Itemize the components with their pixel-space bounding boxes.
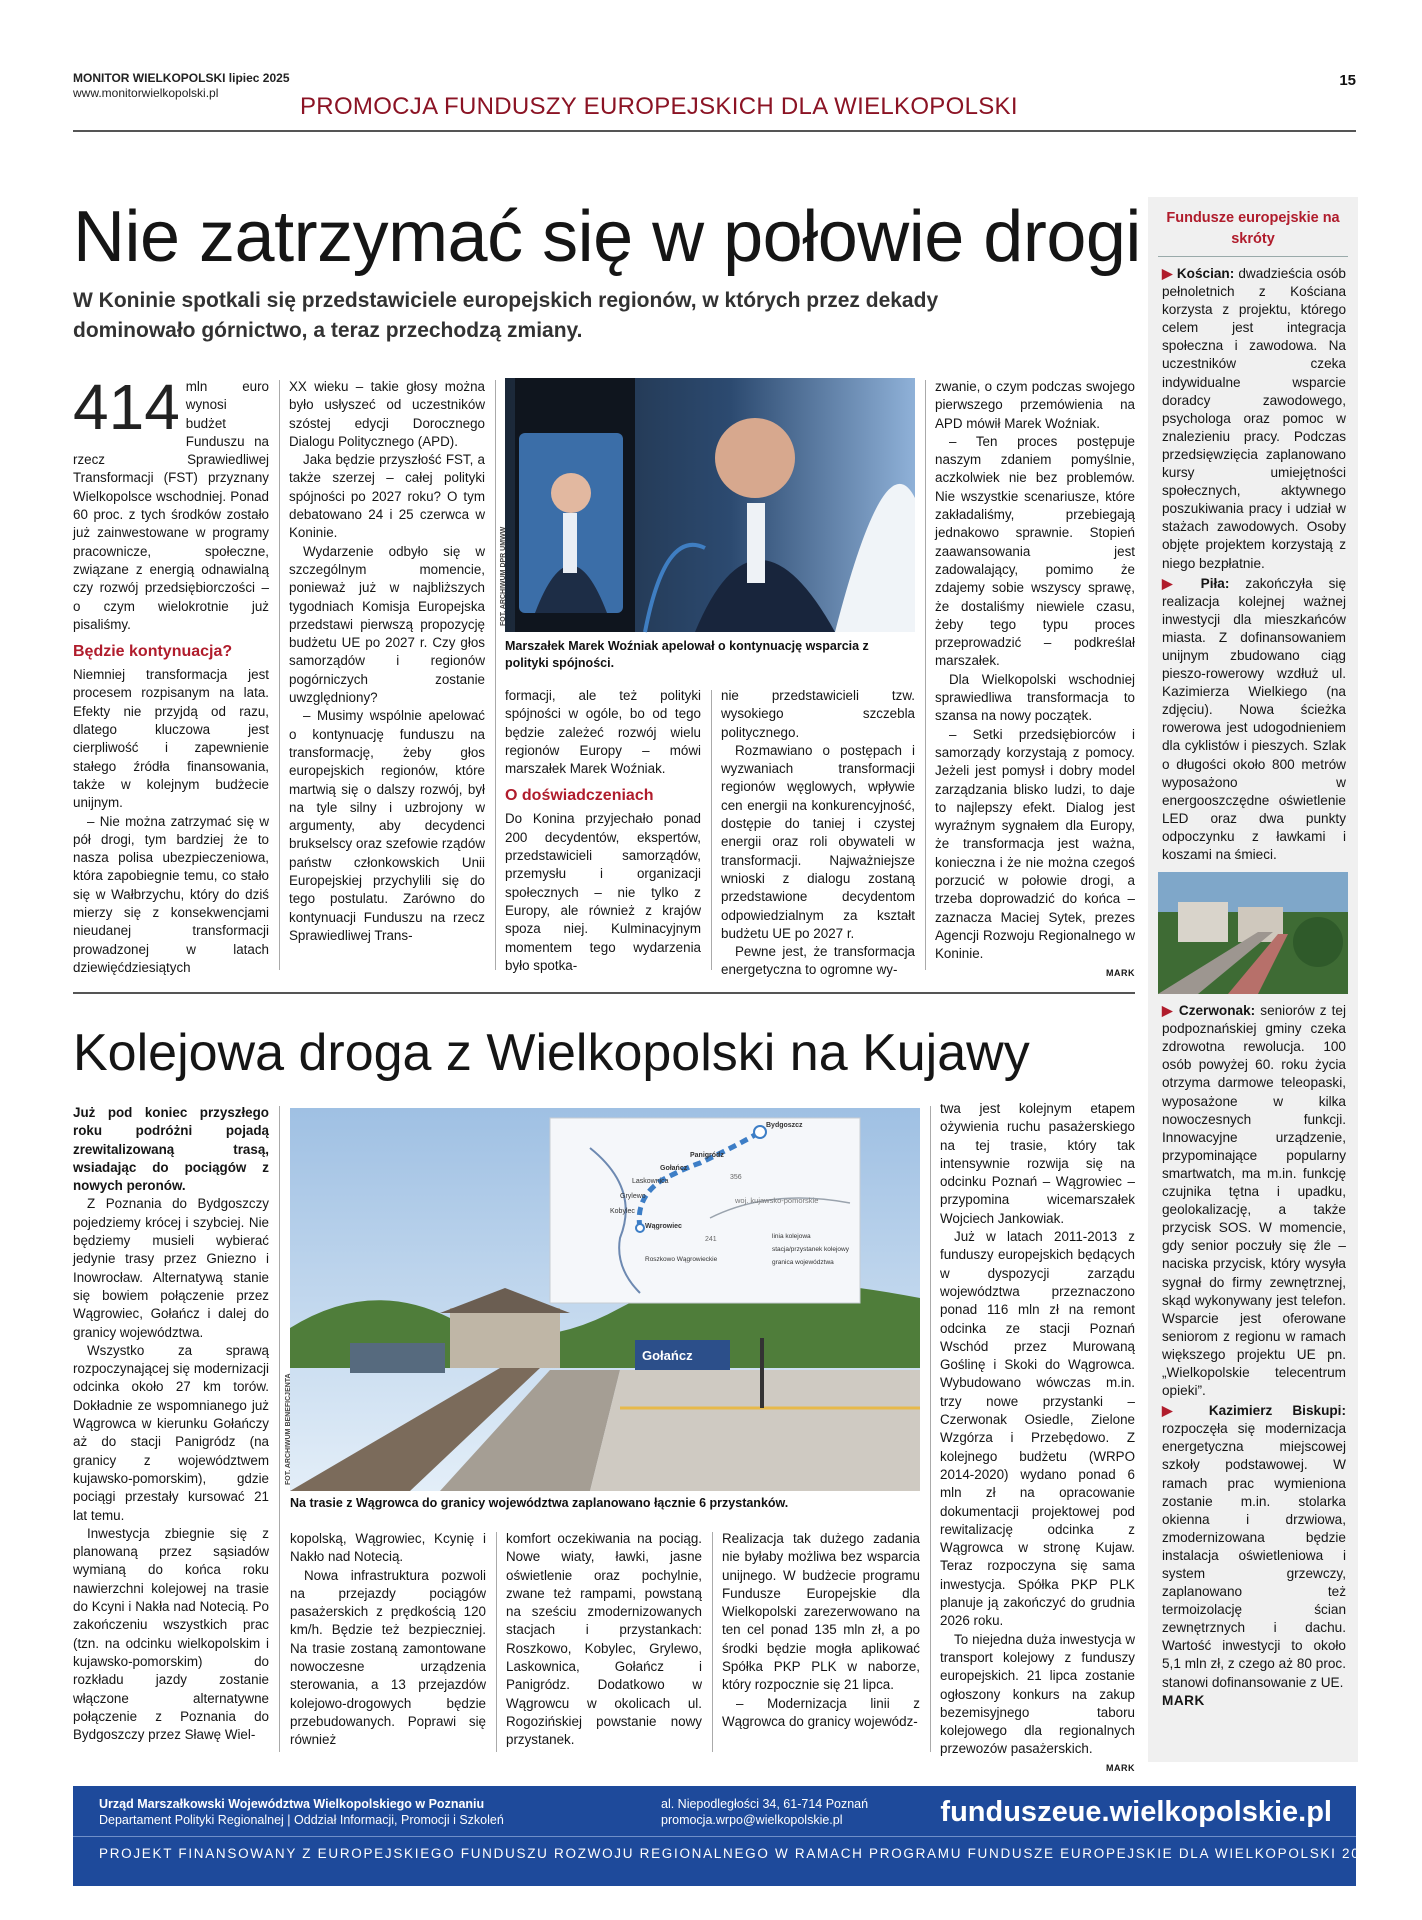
column-divider [712, 1532, 713, 1752]
arrow-icon: ▶ [1162, 1403, 1189, 1419]
article2-text: Z Poznania do Bydgoszczy pojedziemy krócej i szybciej. Nie będziemy musieli wybierać jedynie trasy przez Gniezno i Inowrocław. Alternatywą stanie się bowiem połączenie przez Wągrowiec, Gołańcz i dalej do granicy województwa. [73, 1196, 269, 1340]
map-city-kobylec: Kobylec [610, 1208, 635, 1215]
arrow-icon: ▶ [1162, 266, 1173, 281]
masthead [73, 71, 290, 101]
article1-text: zwanie, o czym podczas swojego pierwszego przemówienia na APD mówił Marek Woźniak. [935, 379, 1135, 431]
article1-lead: W Koninie spotkali się przedstawiciele europejskich regionów, w których przez dekady dominowało górnictwo, a teraz przechodzą zmiany. [73, 289, 939, 342]
author-signature: MARK [1162, 1692, 1205, 1708]
article1-text: Dla Wielkopolski wschodniej sprawiedliwa transformacja to szansa na nowy początek. [935, 671, 1135, 724]
subheading: O doświadczeniach [505, 787, 654, 805]
column-divider [279, 380, 280, 970]
article1-text: nie przedstawicieli tzw. wysokiego szczebla politycznego. [721, 688, 915, 740]
section-title: PROMOCJA FUNDUSZY EUROPEJSKICH DLA WIELKOPOLSKI [300, 93, 1018, 120]
map-region-label: woj. kujawsko-pomorskie [735, 1196, 819, 1205]
sidebar-item-name: Kazimierz Biskupi: [1208, 1403, 1346, 1419]
sidebar-item-kazimierz-biskupi [1148, 1402, 1358, 1692]
article2-col4 [722, 1530, 920, 1731]
sidebar-title: Fundusze europejskie na skróty [1166, 210, 1340, 247]
sidebar-item-name: Kościan: [1176, 266, 1235, 281]
article1-title: Nie zatrzymać się w połowie drogi [73, 197, 1141, 277]
sidebar-item-czerwonak [1148, 1002, 1358, 1400]
map-city-panigrodz: Panigródz [690, 1152, 724, 1159]
author-signature: MARK [1106, 1762, 1135, 1773]
page-number: 15 [1339, 72, 1356, 89]
article1-text: Jaka będzie przyszłość FST, a także szerzej – całej polityki spójności po 2027 roku? O tym debatowano 24 i 25 czerwca w Koninie. [289, 452, 485, 541]
header-divider [73, 130, 1356, 132]
photo-caption: Marszałek Marek Woźniak apelował o kontynuację wsparcia z polityki spójności. [505, 639, 869, 670]
column-divider [495, 380, 496, 970]
marshal-photo-illustration [505, 378, 915, 632]
footer [73, 1786, 1422, 1886]
map-road-241: 241 [705, 1236, 717, 1243]
article2-col3 [506, 1530, 702, 1750]
map-city-bydgoszcz: Bydgoszcz [766, 1122, 803, 1129]
legend-item: stacja/przystanek kolejowy [772, 1246, 849, 1253]
article1-col5 [935, 378, 1135, 982]
arrow-icon: ▶ [1162, 575, 1185, 591]
article1-col3 [505, 687, 701, 975]
sidebar-divider [1158, 256, 1348, 257]
article2-text: Inwestycja zbiegnie się z planowaną przez sąsiadów wymianą do końca roku nawierzchni kolejowej na trasie do Kcyni i Nakła nad Notecią. Po zakończeniu wszystkich prac (tzn. na odcinku wielkopolskim i kujawsko-pomorskim) do rozkładu jazdy zostanie włączone alternatywne połączenie z Poznania do Bydgoszczy przez Sławę Wiel- [73, 1525, 269, 1743]
article2-text: twa jest kolejnym etapem ożywienia ruchu pasażerskiego na tej trasie, który tak intensywnie rozwija się na odcinku Poznań – Wągrowiec – przypomina wicemarszałek Wojciech Jankowiak. [940, 1101, 1135, 1226]
photo-credit: FOT. ARCHIWUM DPR UMWW [500, 526, 507, 626]
arrow-icon: ▶ [1162, 1003, 1174, 1019]
article2-col1 [73, 1104, 269, 1744]
map-city-golancz: Gołańcz [660, 1165, 688, 1172]
column-divider [711, 690, 712, 970]
photo-credit: FOT. ARCHIWUM BENEFICJENTA [285, 1373, 292, 1485]
column-divider [279, 1106, 280, 1752]
column-divider [496, 1532, 497, 1752]
sidebar-item-text: seniorów z tej podpoznańskiej gminy czeka zdrowotna rewolucja. 100 osób powyżej 60. roku życia otrzyma darmowe teleopaski, wyposażone w kilka nowoczesnych funkcji. Innowacyjne urządzenie, przypominające popularny smartwatch, ma m.in. funkcję czujnika tętna i upadku, geolokalizację, a także przycisk SOS. W momencie, gdy senior poczuły się źle – naciska przycisk, który wysyła sygnał do firmy zewnętrznej, skąd wykonywany jest telefon. Wsparcie jest oferowane seniorom z regionu w ramach większego projektu UE pn. „Wielkopolskie telecentrum opieki”. [1162, 1003, 1346, 1399]
map-road-356: 356 [730, 1174, 742, 1181]
legend-item: linia kolejowa [772, 1233, 811, 1240]
subheading: Będzie kontynuacja? [73, 643, 233, 661]
article1-text: Rozmawiano o postępach i wyzwaniach transformacji regionów węglowych, wpływie cen energii na konkurencyjność, dostępie do taniej i czystej energii oraz roli obywateli w transformacji. Najważniejsze wnioski z dialogu zostaną przedstawione decydentom odpowiedzialnym za kształt budżetu UE po 2027 r. [721, 742, 915, 941]
map-city-laskownica: Laskownica [632, 1178, 669, 1185]
column-divider [925, 380, 926, 970]
map-city-roszkowo: Roszkowo Wągrowieckie [645, 1256, 718, 1263]
article2-text: – Modernizacja linii z Wągrowca do granicy wojewódz- [722, 1695, 920, 1729]
footer-dept: Departament Polityki Regionalnej | Oddział Informacji, Promocji i Szkoleń [99, 1813, 504, 1827]
article1-text: Pewne jest, że transformacja energetyczna to ogromne wy- [721, 944, 915, 978]
article1-text: XX wieku – takie głosy można było usłyszeć od uczestników szóstej edycji Dorocznego Dialogu Politycznego (APD). [289, 379, 485, 449]
footer-org-name: Urząd Marszałkowski Województwa Wielkopolskiego w Poznaniu [99, 1797, 485, 1811]
article1-text: – Nie można zatrzymać się w pół drogi, tym bardziej że to nasza polisa ubezpieczeniowa, która zapobiegnie temu, co stało się w Wałbrzychu, który do dziś mierzy się z konsekwencjami nieudanej transformacji prowadzonej w latach dziewięćdziesiątych [73, 813, 269, 975]
article2-text: To niejedna duża inwestycja w transport kolejowy z funduszy europejskich. 21 lipca zostanie ogłoszony konkurs na zakup bezemisyjnego taboru kolejowego dla regionalnych przewozów pasażerskich. [940, 1631, 1135, 1757]
article2-text: Nowa infrastruktura pozwoli na przejazdy pociągów pasażerskich z prędkością 120 km/h. Będzie też bezpieczniej. Na trasie zostaną zamontowane nowoczesne urządzenia sterowania, a 13 przejazdów kolejowo-drogowych będzie przebudowanych. Poprawi się również [290, 1567, 486, 1748]
map-city-grylewo: Grylewo [620, 1193, 646, 1200]
article2-title: Kolejowa droga z Wielkopolski na Kujawy [73, 1024, 1030, 1082]
sidebar-item-pila [1148, 575, 1358, 865]
article1-text: – Musimy wspólnie apelować o kontynuację funduszu na transformację, żeby głos europejskich regionów, które martwią się o dalszy rozwój, był na tyle silny i uzbrojony w argumenty, aby decydenci brukselscy oraz szefowie rządów państw członkowskich Unii Europejskiej przychylili się do tego postulatu. Zarówno do kontynuacji Funduszu na rzecz Sprawiedliwej Trans- [289, 708, 485, 943]
article2-lead: Już pod koniec przyszłego roku podróżni pojadą zrewitalizowaną trasą, wsiadając do pociągów z nowych peronów. [73, 1105, 269, 1194]
article2-text: komfort oczekiwania na pociąg. Nowe wiaty, ławki, jasne oświetlenie oraz pochylnie, zwane też rampami, powstaną na sześciu zmodernizowanych stacjach i przystankach: Roszkowo, Kobylec, Grylewo, Laskownica, Gołańcz i Panigródz. Dodatkowo w Wągrowcu w okolicach ul. Rogozińskiej powstanie nowy przystanek. [506, 1531, 702, 1748]
big-number: 414 [73, 371, 180, 443]
sidebar-item-text: dwadzieścia osób pełnoletnich z Kościana korzysta z projektu, którego celem jest integracja społeczna i zawodowa. Na uczestników czeka indywidualne wsparcie doradcy zawodowego, psychologa oraz pomoc w znalezieniu pracy. Podczas przedsięwzięcia zaplanowano kursy umiejętności społecznych, aktywnego poszukiwania pracy i udział w stażach zawodowych. Osoby objęte projektem korzystają z niego bezpłatnie. [1162, 266, 1346, 571]
footer-project-note: PROJEKT FINANSOWANY Z EUROPEJSKIEGO FUNDUSZU ROZWOJU REGIONALNEGO W RAMACH PROGRAMU FUNDUSZE EUROPEJSKIE DLA WIELKOPOLSKI 2021-2027 [99, 1846, 1422, 1861]
footer-address: al. Niepodległości 34, 61-714 Poznań [661, 1797, 869, 1811]
article1-text: – Setki przedsiębiorców i samorządy korzystają z pomocy. Jeżeli jest pomysł i dobry model zarządzania blisko ludzi, to daje to najlepszy efekt. Dialog jest wyraźnym sygnałem dla Europy, że transformacja jest ważna, konieczna i że nie można czegoś porzucić w połowie drogi, a trzeba doprowadzić do końca – zaznacza Maciej Sytek, prezes Agencji Rozwoju Regionalnego w Koninie. [935, 726, 1135, 962]
author-signature: MARK [1106, 967, 1135, 978]
article1-col4 [721, 687, 915, 980]
footer-email[interactable]: promocja.wrpo@wielkopolskie.pl [661, 1813, 843, 1827]
sidebar-item-koscian [1148, 265, 1358, 573]
article2-text: Realizacja tak dużego zadania nie byłaby możliwa bez wsparcia unijnego. W budżecie programu Fundusze Europejskie dla Wielkopolski zarezerwowano na ten cel ponad 135 mln zł, a po środki będzie mogła aplikować Spółka PKP PLK w naborze, który rozpocznie się 21 lipca. [722, 1531, 920, 1693]
footer-site-link[interactable]: funduszeue.wielkopolskie.pl [940, 1796, 1332, 1828]
article1-col2 [289, 378, 485, 945]
footer-contact [661, 1796, 868, 1828]
article1-text: Wydarzenie odbyło się w szczególnym momencie, ponieważ już w najbliższych tygodniach Komisja Europejska przedstawi pierwszą propozycję budżetu UE po 2027 r. Czy głos samorządów i regionów pogórniczych zostanie uwzględniony? [289, 543, 485, 706]
map-city-wagrowiec: Wągrowiec [645, 1223, 682, 1230]
sidebar-item-name: Piła: [1200, 575, 1230, 591]
masthead-title: MONITOR WIELKOPOLSKI lipiec 2025 [73, 71, 290, 85]
article2-text: Wszystko za sprawą rozpoczynającej się modernizacji odcinka około 27 km torów. Dokładnie ze wspomnianego już Wągrowca w kierunku Gołańczy aż do stacji Panigródz (na granicy z województwem kujawsko-pomorskim), gdzie pociągi przestały kursować 21 lat temu. [73, 1342, 269, 1523]
article2-col2 [290, 1530, 486, 1750]
sidebar-item-name: Czerwonak: [1178, 1003, 1256, 1019]
article2-col5 [940, 1100, 1135, 1777]
sidebar-eu-funds [1148, 197, 1358, 1762]
footer-org [99, 1796, 504, 1828]
station-photo-illustration [290, 1108, 920, 1491]
column-divider [930, 1106, 931, 1752]
masthead-url[interactable]: www.monitorwielkopolski.pl [73, 86, 219, 100]
station-sign: Gołańcz [642, 1348, 693, 1363]
legend-item: granica województwa [772, 1259, 834, 1266]
photo-bike-path [1158, 872, 1348, 994]
photo-marshal [500, 378, 915, 632]
article-divider [73, 992, 1135, 994]
article2-text: Już w latach 2011-2013 z funduszy europejskich będących w dyspozycji zarządu województwa przeznaczono ponad 116 mln zł na remont odcinka ze stacji Poznań Wschód przez Murowaną Goślinę i Skoki do Wągrowca. Wybudowano wówczas m.in. trzy nowe przystanki – Czerwonak Osiedle, Zielone Wzgórza i Przebędowo. Z kolejnego budżetu (WRPO 2014-2020) wydano ponad 6 mln zł na opracowanie dokumentacji projektowej pod rewitalizację odcinka z Wągrowca w stronę Kujaw. Teraz rozpoczyna się sama inwestycja. Spółka PKP PLK planuje ją zakończyć do grudnia 2026 roku. [940, 1229, 1135, 1629]
article1-col1 [73, 371, 269, 977]
bike-path-photo-illustration [1158, 872, 1348, 994]
article1-text: Do Konina przyjechało ponad 200 decydentów, ekspertów, przedstawicieli samorządów, przemysłu i organizacji społecznych – nie tylko z Europy, ale również z krajów spoza niej. Kulminacyjnym momentem tego wydarzenia było spotka- [505, 811, 701, 973]
photo-caption: Na trasie z Wągrowca do granicy województwa zaplanowano łącznie 6 przystanków. [290, 1496, 789, 1510]
article1-text: Niemniej transformacja jest procesem rozpisanym na lata. Efekty nie przyjdą od razu, dlatego kluczowa jest cierpliwość i zapewnienie stałego źródła finansowania, także w kolejnym budżecie unijnym. [73, 667, 269, 811]
sidebar-item-text: rozpoczęła się modernizacja energetyczna miejscowej szkoły podstawowej. W ramach prac wymieniona zostanie m.in. stolarka okienna i drzwiowa, zmodernizowana będzie instalacja oświetleniowa i system grzewczy, zaplanowano też termoizolację ścian zewnętrznych i dachu. Wartość inwestycji to około 5,1 mln zł, z czego aż 80 proc. stanowi dofinansowanie z UE. [1162, 1421, 1346, 1690]
article1-text: – Ten proces postępuje naszym zdaniem pomyślnie, aczkolwiek nie bez problemów. Nie wszystkie scenariusze, które zakładaliśmy, przebiegają jednakowo sprawnie. Stopień zaawansowania jest zadowalający, pomimo że zdajemy sobie wszyscy sprawę, że dostaliśmy niewiele czasu, żeby tego typu proces przeprowadzić – podkreślał marszałek. [935, 433, 1135, 669]
map-legend [772, 1230, 849, 1269]
footer-divider [73, 1836, 1356, 1837]
article1-text: formacji, ale też polityki spójności w ogóle, bo od tego będzie zależeć rozwój wielu regionów Europy – mówi marszałek Marek Woźniak. [505, 688, 701, 777]
article1-text: mln euro wynosi budżet Funduszu na rzecz Sprawiedliwej Transformacji (FST) przyznany Wielkopolsce wschodniej. Ponad 60 proc. z tych środków zostało już zainwestowane w programy pracownicze, społeczne, związane z energią odnawialną czy rozwój przedsiębiorczości – o czym wielokrotnie już pisaliśmy. [73, 379, 269, 632]
sidebar-item-text: zakończyła się realizacja kolejnej ważnej inwestycji dla mieszkańców miasta. Z dofinansowaniem unijnym zbudowano ciąg pieszo-rowerowy wzdłuż ul. Kazimierza Wielkiego (na zdjęciu). Nowa ścieżka rowerowa jest udogodnieniem dla cyklistów i pieszych. Szlak o długości około 800 metrów wyposażono w energooszczędne oświetlenie LED oraz dwa punkty odpoczynku z ławkami i koszami na śmieci. [1162, 575, 1347, 862]
article2-text: kopolską, Wągrowiec, Kcynię i Nakło nad Notecią. [290, 1531, 486, 1565]
photo-station [285, 1108, 920, 1491]
